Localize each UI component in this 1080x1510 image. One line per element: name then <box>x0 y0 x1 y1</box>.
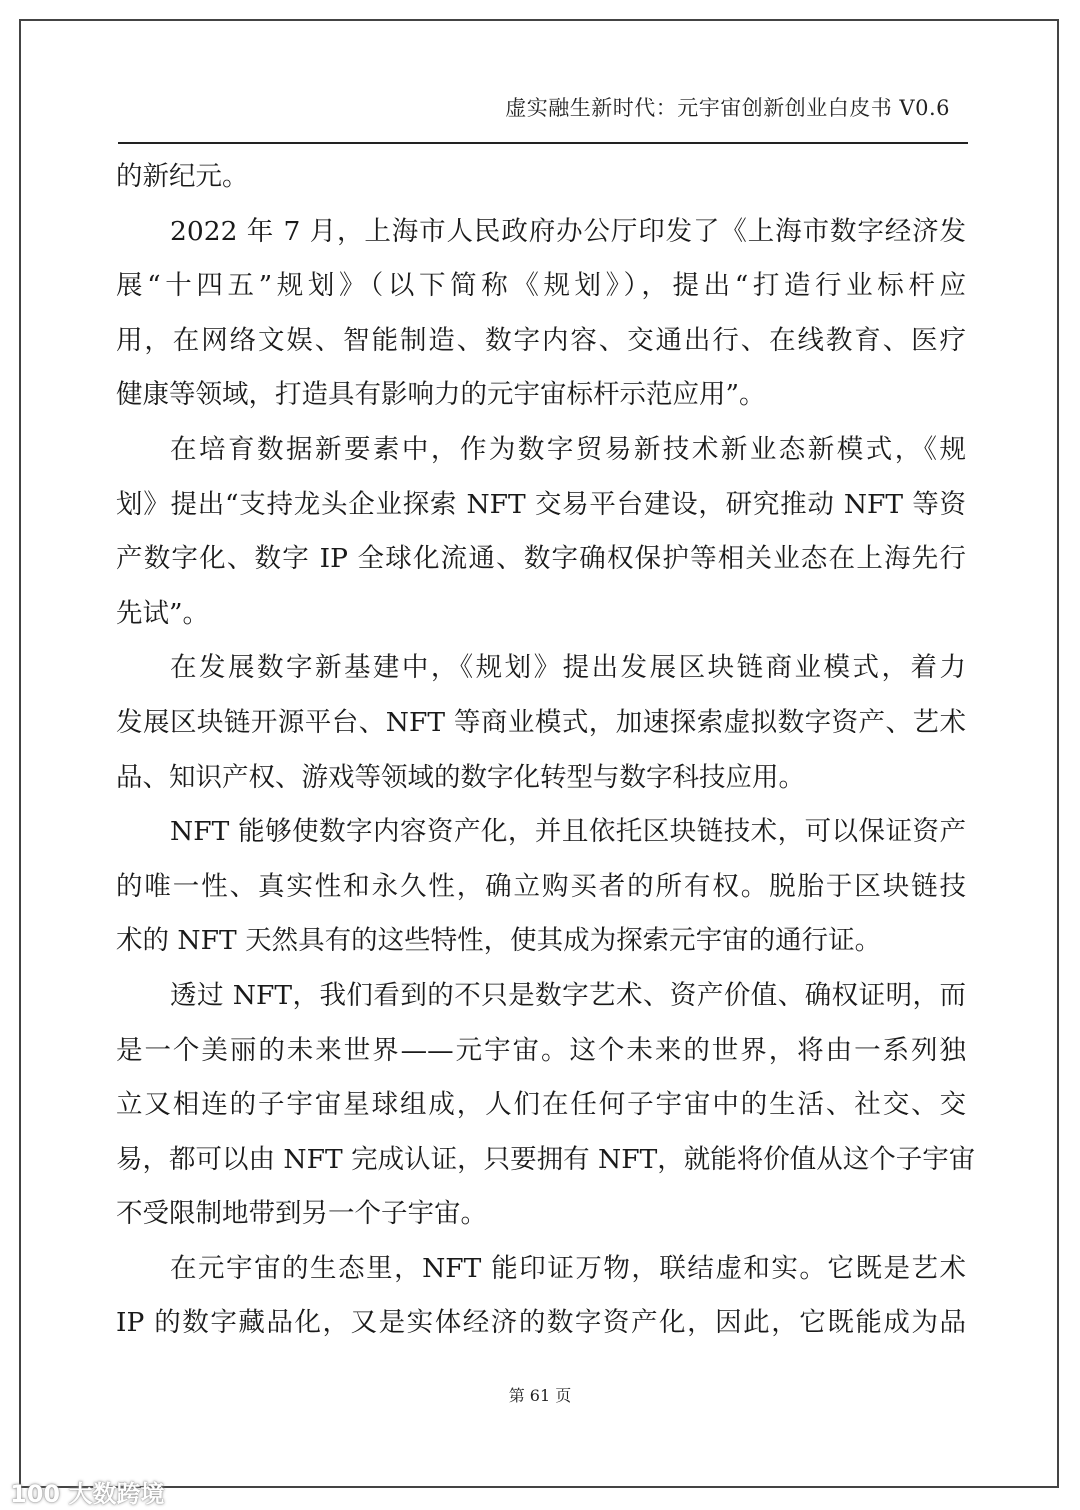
page-number: 第 61 页 <box>508 1386 572 1405</box>
text-line: 在元宇宙的生态里，NFT 能印证万物，联结虚和实。它既是艺术 <box>170 1252 966 1284</box>
text-line: 是一个美丽的未来世界——元宇宙。这个未来的世界，将由一系列独 <box>116 1034 966 1066</box>
watermark-logo: 100 <box>10 1480 61 1508</box>
text-line: NFT 能够使数字内容资产化，并且依托区块链技术，可以保证资产 <box>170 816 966 848</box>
text-line: 先试”。 <box>116 597 210 629</box>
text-line: 品、知识产权、游戏等领域的数字化转型与数字科技应用。 <box>116 761 805 793</box>
text-line: 发展区块链开源平台、NFT 等商业模式，加速探索虚拟数字资产、艺术 <box>116 706 966 738</box>
body-text <box>116 152 976 1353</box>
text-line: 的新纪元。 <box>116 161 249 192</box>
text-line: 透过 NFT，我们看到的不只是数字艺术、资产价值、确权证明，而 <box>170 979 966 1011</box>
text-line: 2022 年 7 月，上海市人民政府办公厅印发了《上海市数字经济发 <box>170 215 966 247</box>
header-rule <box>118 142 968 144</box>
running-header: 虚实融生新时代：元宇宙创新创业白皮书 V0.6 <box>505 96 950 120</box>
text-line: 在发展数字新基建中，《规划》提出发展区块链商业模式，着力 <box>170 652 966 684</box>
text-line: 健康等领域，打造具有影响力的元宇宙标杆示范应用”。 <box>116 379 766 411</box>
text-line: 产数字化、数字 IP 全球化流通、数字确权保护等相关业态在上海先行 <box>116 543 966 575</box>
text-line: 不受限制地带到另一个子宇宙。 <box>116 1198 487 1230</box>
text-line: 术的 NFT 天然具有的这些特性，使其成为探索元宇宙的通行证。 <box>116 925 882 957</box>
watermark-text: 大数跨境 <box>68 1480 165 1508</box>
text-line: 在培育数据新要素中，作为数字贸易新技术新业态新模式，《规 <box>170 433 966 465</box>
watermark <box>10 1474 164 1509</box>
text-line: 易，都可以由 NFT 完成认证，只要拥有 NFT，就能将价值从这个子宇宙 <box>116 1143 976 1175</box>
text-line: IP 的数字藏品化，又是实体经济的数字资产化，因此，它既能成为品 <box>116 1307 966 1339</box>
text-line: 划》提出“支持龙头企业探索 NFT 交易平台建设，研究推动 NFT 等资 <box>116 488 966 520</box>
text-line: 的唯一性、真实性和永久性，确立购买者的所有权。脱胎于区块链技 <box>116 870 966 902</box>
text-line: 立又相连的子宇宙星球组成，人们在任何子宇宙中的生活、社交、交 <box>116 1089 966 1121</box>
text-line: 展“十四五”规划》（以下简称《规划》），提出“打造行业标杆应 <box>116 270 966 302</box>
text-line: 用，在网络文娱、智能制造、数字内容、交通出行、在线教育、医疗 <box>116 324 966 356</box>
